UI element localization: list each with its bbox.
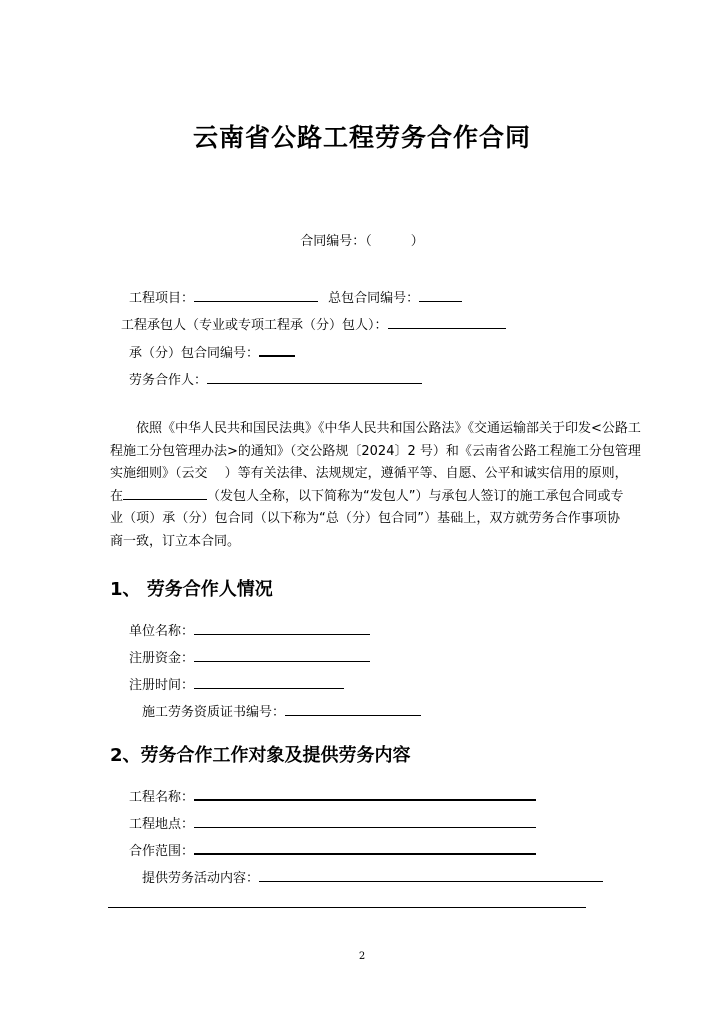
scope-blank[interactable]: [194, 840, 536, 855]
capital-blank[interactable]: [194, 648, 370, 662]
intro-line: 程施工分包管理办法>的通知》（交公路规〔2024〕2 号）和《云南省公路工程施工分包管理: [110, 443, 641, 459]
scope-row: [129, 840, 536, 859]
project-name-row: [129, 786, 536, 805]
field-contractor-blank[interactable]: [388, 315, 506, 329]
contract-number: 合同编号：（ ）: [300, 234, 424, 249]
unit-name-blank[interactable]: [194, 621, 370, 635]
field-project-row: [129, 287, 462, 306]
section2-heading: 2、劳务合作工作对象及提供劳务内容: [110, 745, 411, 766]
intro-line: [110, 486, 624, 509]
field-sub-contract-no-label: 承（分）包合同编号：: [129, 346, 260, 361]
location-row: [129, 813, 536, 832]
field-main-contract-no-blank[interactable]: [419, 288, 462, 302]
document-title: 云南省公路工程劳务合作合同: [192, 123, 531, 152]
capital-row: [129, 647, 370, 666]
scope-label: 合作范围：: [129, 844, 195, 859]
field-project-label: 工程项目：: [129, 291, 195, 306]
reg-time-blank[interactable]: [194, 675, 344, 689]
field-contractor-row: [121, 314, 506, 333]
intro-text: （发包人全称，以下简称为“发包人”）与承包人签订的施工承包合同或专: [207, 488, 624, 504]
activity-continuation-line[interactable]: [108, 907, 586, 908]
capital-label: 注册资金：: [129, 651, 195, 666]
location-blank[interactable]: [194, 814, 536, 828]
unit-name-label: 单位名称：: [129, 624, 195, 639]
activity-label: 提供劳务活动内容：: [142, 871, 260, 886]
cert-no-blank[interactable]: [285, 702, 421, 716]
field-sub-contract-no-blank[interactable]: [259, 342, 295, 357]
field-labor-partner-blank[interactable]: [207, 370, 422, 384]
unit-name-row: [129, 620, 370, 639]
employer-name-blank[interactable]: [123, 486, 207, 500]
intro-paragraph: [110, 418, 641, 553]
intro-line: 依照《中华人民共和国民法典》《中华人民共和国公路法》《交通运输部关于印发<公路工: [136, 421, 641, 436]
project-name-blank[interactable]: [194, 786, 536, 801]
activity-blank[interactable]: [259, 868, 603, 882]
field-labor-partner-row: [129, 369, 422, 388]
field-main-contract-no-label: 总包合同编号：: [328, 291, 420, 306]
intro-text: 在: [110, 488, 124, 504]
intro-line: 业（项）承（分）包合同（以下称为“总（分）包合同”）基础上，双方就劳务合作事项协: [110, 511, 620, 526]
cert-no-row: [142, 701, 421, 720]
reg-time-row: [129, 674, 344, 693]
page-number: 2: [358, 951, 366, 962]
project-name-label: 工程名称：: [129, 790, 195, 805]
reg-time-label: 注册时间：: [129, 678, 195, 693]
field-project-blank[interactable]: [194, 288, 318, 302]
intro-line: 商一致，订立本合同。: [110, 533, 241, 549]
field-sub-contract-no-row: [129, 342, 295, 361]
field-labor-partner-label: 劳务合作人：: [129, 373, 208, 388]
cert-no-label: 施工劳务资质证书编号：: [142, 705, 286, 720]
activity-row: [142, 867, 603, 886]
location-label: 工程地点：: [129, 817, 195, 832]
intro-line: 实施细则》（云交 ）等有关法律、法规规定，遵循平等、自愿、公平和诚实信用的原则，: [110, 466, 628, 481]
section1-heading: 1、 劳务合作人情况: [110, 579, 273, 600]
field-contractor-label: 工程承包人（专业或专项工程承（分）包人）：: [121, 318, 388, 333]
